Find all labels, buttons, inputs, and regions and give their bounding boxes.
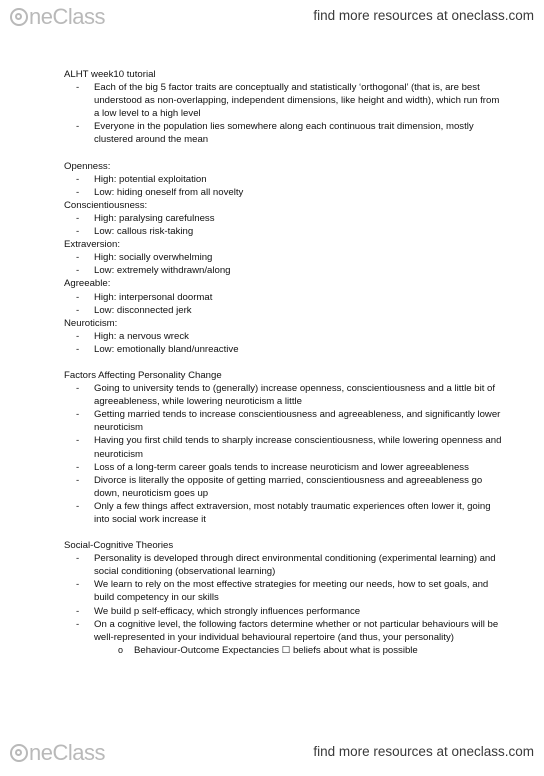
list-item: - We learn to rely on the most effective strategies for meeting our needs, how to set goals, and build competency in our skills bbox=[64, 578, 504, 604]
trait-heading: Extraversion: bbox=[64, 239, 120, 251]
logo-circle-icon bbox=[10, 744, 28, 762]
trait-list bbox=[64, 291, 504, 317]
list-item: - Divorce is literally the opposite of getting married, conscientiousness and agreeableness go down, neuroticism goes up bbox=[64, 474, 504, 500]
trait-heading: Agreeable: bbox=[64, 278, 111, 290]
list-item: - Low: disconnected jerk bbox=[64, 304, 504, 317]
factors-list bbox=[64, 382, 504, 526]
trait-list bbox=[64, 173, 504, 199]
logo-text: neClass bbox=[29, 740, 105, 765]
list-item: - Loss of a long-term career goals tends to increase neuroticism and lower agreeableness bbox=[64, 461, 504, 474]
trait-list bbox=[64, 251, 504, 277]
intro-list bbox=[64, 81, 504, 146]
header-tagline[interactable]: find more resources at oneclass.com bbox=[313, 8, 534, 23]
list-item: - High: a nervous wreck bbox=[64, 330, 504, 343]
document-body bbox=[64, 68, 504, 657]
list-item: - Low: callous risk-taking bbox=[64, 225, 504, 238]
list-item: - Going to university tends to (generally) increase openness, conscientiousness and a little bit of agreeableness, while lowering neuroticism a little bbox=[64, 382, 504, 408]
factors-heading: Factors Affecting Personality Change bbox=[64, 369, 222, 381]
oneclass-logo[interactable] bbox=[10, 740, 105, 766]
list-item: - Getting married tends to increase conscientiousness and agreeableness, and significantly lower neuroticism bbox=[64, 408, 504, 434]
list-item: - We build p self-efficacy, which strongly influences performance bbox=[64, 605, 504, 618]
logo-text: neClass bbox=[29, 4, 105, 29]
social-sub-list bbox=[64, 644, 504, 657]
list-item: - On a cognitive level, the following factors determine whether or not particular behaviours will be well-represented in your individual behavioural repertoire (and thus, your personality) bbox=[64, 618, 504, 644]
list-item: - Low: extremely withdrawn/along bbox=[64, 264, 504, 277]
list-item: - Having you first child tends to sharply increase conscientiousness, while lowering openness and neuroticism bbox=[64, 434, 504, 460]
trait-list bbox=[64, 212, 504, 238]
logo-circle-icon bbox=[10, 8, 28, 26]
list-item: - Personality is developed through direct environmental conditioning (experimental learning) and social conditioning (observational learning) bbox=[64, 552, 504, 578]
trait-heading: Conscientiousness: bbox=[64, 199, 148, 211]
doc-title: ALHT week10 tutorial bbox=[64, 69, 156, 80]
social-list bbox=[64, 552, 504, 644]
social-heading: Social-Cognitive Theories bbox=[64, 540, 174, 552]
trait-heading: Neuroticism: bbox=[64, 317, 118, 329]
list-item: - High: potential exploitation bbox=[64, 173, 504, 186]
oneclass-logo[interactable] bbox=[10, 4, 105, 30]
list-item: - High: socially overwhelming bbox=[64, 251, 504, 264]
list-item: - Low: hiding oneself from all novelty bbox=[64, 186, 504, 199]
list-item: - Only a few things affect extraversion, most notably traumatic experiences often lower it, going into social work increase it bbox=[64, 500, 504, 526]
page-header bbox=[0, 0, 544, 40]
footer-tagline[interactable]: find more resources at oneclass.com bbox=[313, 744, 534, 759]
list-item: - High: interpersonal doormat bbox=[64, 291, 504, 304]
list-item: - Low: emotionally bland/unreactive bbox=[64, 343, 504, 356]
list-item: - Everyone in the population lies somewhere along each continuous trait dimension, mostly clustered around the mean bbox=[64, 120, 504, 146]
sub-list-item: o Behaviour-Outcome Expectancies ☐ beliefs about what is possible bbox=[64, 644, 504, 657]
list-item: - High: paralysing carefulness bbox=[64, 212, 504, 225]
list-item: - Each of the big 5 factor traits are conceptually and statistically ‘orthogonal’ (that is, are best understood as non-overlapping, independent dimensions, like height and width), which run from a low level to a high level bbox=[64, 81, 504, 120]
page-footer bbox=[0, 736, 544, 776]
trait-heading: Openness: bbox=[64, 160, 111, 172]
trait-list bbox=[64, 330, 504, 356]
